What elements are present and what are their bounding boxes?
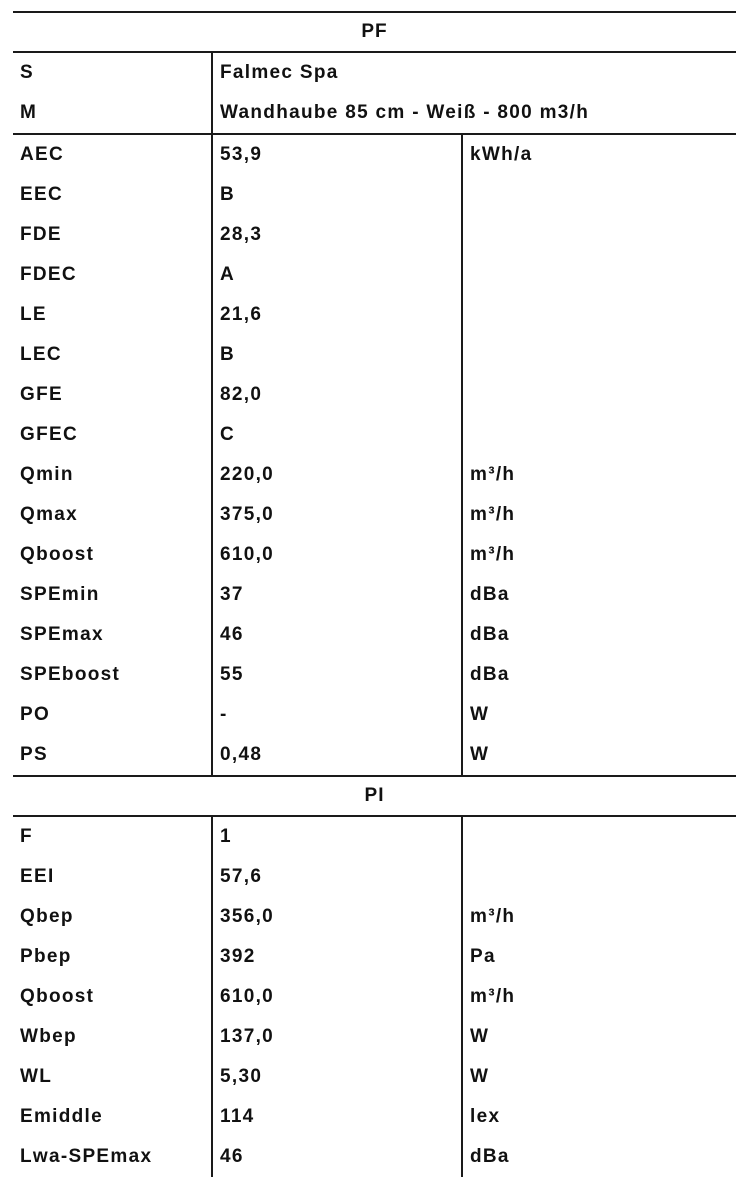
row-unit: m³/h — [461, 455, 736, 495]
row-value: 53,9 — [211, 135, 461, 175]
row-unit: m³/h — [461, 897, 736, 937]
table-row — [13, 495, 736, 535]
row-value: 114 — [211, 1097, 461, 1137]
product-fiche-sheet — [13, 11, 736, 1177]
row-unit: m³/h — [461, 535, 736, 575]
table-row — [13, 335, 736, 375]
row-unit: kWh/a — [461, 135, 736, 175]
table-row — [13, 1057, 736, 1097]
table-row — [13, 1137, 736, 1177]
table-row-supplier — [13, 53, 736, 93]
row-unit — [461, 335, 736, 375]
row-label: WL — [20, 1066, 53, 1087]
table-row — [13, 695, 736, 735]
row-label: Emiddle — [20, 1106, 104, 1127]
section-title-pf: PF — [361, 21, 388, 42]
row-value: 375,0 — [211, 495, 461, 535]
table-row — [13, 255, 736, 295]
supplier-model-block — [13, 53, 736, 133]
table-row-model — [13, 93, 736, 133]
table-row — [13, 735, 736, 775]
row-label: Lwa-SPEmax — [20, 1146, 153, 1167]
row-unit — [461, 175, 736, 215]
table-row — [13, 175, 736, 215]
row-value: B — [211, 175, 461, 215]
row-value: C — [211, 415, 461, 455]
row-label: Qmin — [20, 464, 74, 485]
row-label: Qboost — [20, 544, 95, 565]
row-value: 55 — [211, 655, 461, 695]
table-row — [13, 575, 736, 615]
row-value: A — [211, 255, 461, 295]
row-value: 220,0 — [211, 455, 461, 495]
row-value: 1 — [211, 817, 461, 857]
row-value: 46 — [211, 1137, 461, 1177]
row-label: FDE — [20, 224, 62, 245]
row-label: LEC — [20, 344, 62, 365]
row-label: SPEmin — [20, 584, 100, 605]
row-label: Pbep — [20, 946, 72, 967]
row-label: SPEboost — [20, 664, 121, 685]
row-unit: dBa — [461, 1137, 736, 1177]
row-value: 392 — [211, 937, 461, 977]
row-label: Qboost — [20, 986, 95, 1007]
table-row — [13, 215, 736, 255]
row-unit: W — [461, 1017, 736, 1057]
row-unit — [461, 295, 736, 335]
row-value: B — [211, 335, 461, 375]
row-unit: dBa — [461, 575, 736, 615]
row-label: FDEC — [20, 264, 77, 285]
row-label: Qmax — [20, 504, 79, 525]
row-value: 137,0 — [211, 1017, 461, 1057]
table-row — [13, 897, 736, 937]
row-label: AEC — [20, 144, 65, 165]
row-value: 356,0 — [211, 897, 461, 937]
row-value: 5,30 — [211, 1057, 461, 1097]
table-row — [13, 615, 736, 655]
table-row — [13, 295, 736, 335]
row-label: EEI — [20, 866, 55, 887]
row-value: - — [211, 695, 461, 735]
table-row — [13, 455, 736, 495]
row-unit — [461, 415, 736, 455]
row-unit: W — [461, 1057, 736, 1097]
table-row — [13, 1017, 736, 1057]
row-value: 610,0 — [211, 977, 461, 1017]
row-label: EEC — [20, 184, 63, 205]
row-label: PS — [20, 744, 48, 765]
row-unit: W — [461, 695, 736, 735]
row-value: 37 — [211, 575, 461, 615]
row-unit — [461, 857, 736, 897]
row-unit: m³/h — [461, 977, 736, 1017]
section-title-pi: PI — [364, 785, 385, 806]
row-unit — [461, 817, 736, 857]
row-value: 21,6 — [211, 295, 461, 335]
table-row — [13, 535, 736, 575]
row-label: Wbep — [20, 1026, 77, 1047]
row-value: Wandhaube 85 cm - Weiß - 800 m3/h — [211, 93, 736, 133]
row-value: 28,3 — [211, 215, 461, 255]
row-label: GFE — [20, 384, 63, 405]
row-value: 0,48 — [211, 735, 461, 775]
table-row — [13, 415, 736, 455]
row-value: Falmec Spa — [211, 53, 736, 93]
table-row — [13, 857, 736, 897]
table-row — [13, 817, 736, 857]
row-unit — [461, 375, 736, 415]
pf-values-table — [13, 135, 736, 775]
row-unit — [461, 215, 736, 255]
row-value: 57,6 — [211, 857, 461, 897]
row-label: Qbep — [20, 906, 74, 927]
row-label: S — [20, 62, 34, 83]
table-row — [13, 655, 736, 695]
pi-values-table — [13, 817, 736, 1177]
row-unit — [461, 255, 736, 295]
row-value: 82,0 — [211, 375, 461, 415]
row-label: GFEC — [20, 424, 78, 445]
row-label: M — [20, 102, 38, 123]
row-value: 610,0 — [211, 535, 461, 575]
row-unit: Pa — [461, 937, 736, 977]
table-row — [13, 937, 736, 977]
row-unit: W — [461, 735, 736, 775]
row-value: 46 — [211, 615, 461, 655]
row-unit: dBa — [461, 615, 736, 655]
table-row — [13, 977, 736, 1017]
row-label: PO — [20, 704, 51, 725]
table-row — [13, 1097, 736, 1137]
table-row — [13, 135, 736, 175]
row-label: F — [20, 826, 33, 847]
row-label: LE — [20, 304, 47, 325]
table-row — [13, 375, 736, 415]
row-unit: m³/h — [461, 495, 736, 535]
row-label: SPEmax — [20, 624, 104, 645]
row-unit: lex — [461, 1097, 736, 1137]
row-unit: dBa — [461, 655, 736, 695]
